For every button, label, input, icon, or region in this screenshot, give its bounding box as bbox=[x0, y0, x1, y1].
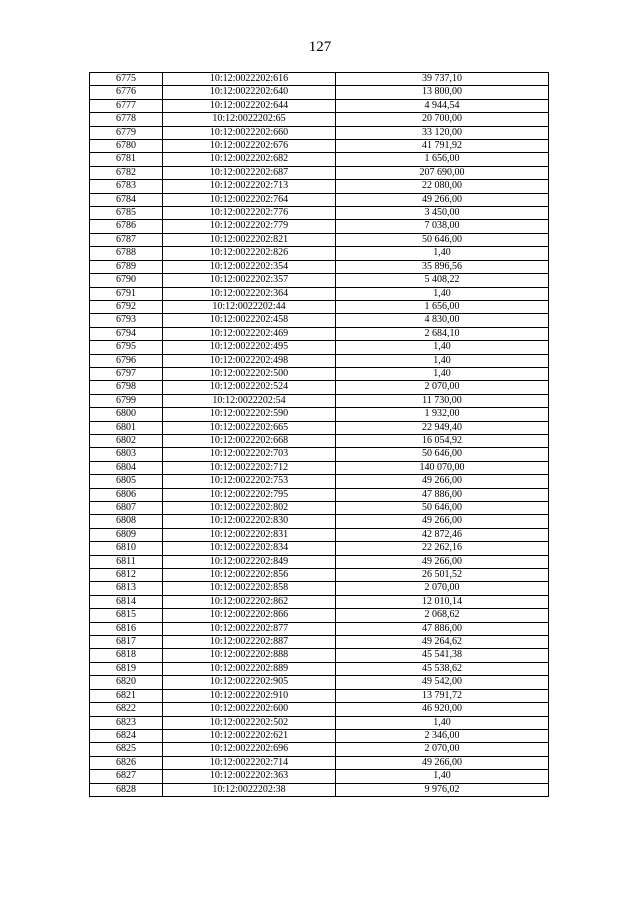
cadastral-number-cell: 10:12:0022202:621 bbox=[163, 729, 336, 742]
cadastral-number-cell: 10:12:0022202:887 bbox=[163, 636, 336, 649]
cadastral-number-cell: 10:12:0022202:764 bbox=[163, 193, 336, 206]
amount-cell: 140 070,00 bbox=[336, 461, 549, 474]
cadastral-number-cell: 10:12:0022202:687 bbox=[163, 166, 336, 179]
amount-cell: 49 266,00 bbox=[336, 475, 549, 488]
cadastral-number-cell: 10:12:0022202:354 bbox=[163, 260, 336, 273]
amount-cell: 49 266,00 bbox=[336, 756, 549, 769]
table-row bbox=[90, 421, 549, 434]
row-number-cell: 6785 bbox=[90, 207, 163, 220]
amount-cell: 45 541,38 bbox=[336, 649, 549, 662]
table-row bbox=[90, 394, 549, 407]
amount-cell: 22 080,00 bbox=[336, 180, 549, 193]
amount-cell: 1,40 bbox=[336, 287, 549, 300]
table-row bbox=[90, 126, 549, 139]
row-number-cell: 6810 bbox=[90, 542, 163, 555]
row-number-cell: 6811 bbox=[90, 555, 163, 568]
amount-cell: 50 646,00 bbox=[336, 448, 549, 461]
amount-cell: 45 538,62 bbox=[336, 662, 549, 675]
row-number-cell: 6784 bbox=[90, 193, 163, 206]
table-row bbox=[90, 207, 549, 220]
cadastral-number-cell: 10:12:0022202:500 bbox=[163, 367, 336, 380]
table-row bbox=[90, 582, 549, 595]
table-row bbox=[90, 153, 549, 166]
row-number-cell: 6814 bbox=[90, 595, 163, 608]
table-row bbox=[90, 113, 549, 126]
amount-cell: 2 068,62 bbox=[336, 609, 549, 622]
table-row bbox=[90, 220, 549, 233]
table-row bbox=[90, 448, 549, 461]
table-row bbox=[90, 193, 549, 206]
cadastral-number-cell: 10:12:0022202:779 bbox=[163, 220, 336, 233]
cadastral-number-cell: 10:12:0022202:905 bbox=[163, 676, 336, 689]
table-row bbox=[90, 729, 549, 742]
cadastral-number-cell: 10:12:0022202:65 bbox=[163, 113, 336, 126]
row-number-cell: 6782 bbox=[90, 166, 163, 179]
cadastral-number-cell: 10:12:0022202:502 bbox=[163, 716, 336, 729]
row-number-cell: 6825 bbox=[90, 743, 163, 756]
amount-cell: 20 700,00 bbox=[336, 113, 549, 126]
row-number-cell: 6801 bbox=[90, 421, 163, 434]
table-row bbox=[90, 502, 549, 515]
amount-cell: 46 920,00 bbox=[336, 703, 549, 716]
cadastral-number-cell: 10:12:0022202:363 bbox=[163, 770, 336, 783]
cadastral-number-cell: 10:12:0022202:888 bbox=[163, 649, 336, 662]
row-number-cell: 6780 bbox=[90, 140, 163, 153]
cadastral-number-cell: 10:12:0022202:703 bbox=[163, 448, 336, 461]
cadastral-number-cell: 10:12:0022202:714 bbox=[163, 756, 336, 769]
amount-cell: 2 070,00 bbox=[336, 582, 549, 595]
amount-cell: 22 262,16 bbox=[336, 542, 549, 555]
table-row bbox=[90, 783, 549, 796]
table-row bbox=[90, 287, 549, 300]
amount-cell: 12 010,14 bbox=[336, 595, 549, 608]
cadastral-number-cell: 10:12:0022202:364 bbox=[163, 287, 336, 300]
amount-cell: 1 932,00 bbox=[336, 408, 549, 421]
cadastral-number-cell: 10:12:0022202:668 bbox=[163, 434, 336, 447]
table-row bbox=[90, 86, 549, 99]
table-row bbox=[90, 636, 549, 649]
amount-cell: 4 830,00 bbox=[336, 314, 549, 327]
table-row bbox=[90, 274, 549, 287]
row-number-cell: 6822 bbox=[90, 703, 163, 716]
row-number-cell: 6798 bbox=[90, 381, 163, 394]
row-number-cell: 6824 bbox=[90, 729, 163, 742]
table-row bbox=[90, 609, 549, 622]
cadastral-number-cell: 10:12:0022202:877 bbox=[163, 622, 336, 635]
amount-cell: 47 886,00 bbox=[336, 488, 549, 501]
table-row bbox=[90, 676, 549, 689]
table-row bbox=[90, 703, 549, 716]
row-number-cell: 6777 bbox=[90, 99, 163, 112]
cadastral-number-cell: 10:12:0022202:696 bbox=[163, 743, 336, 756]
amount-cell: 50 646,00 bbox=[336, 233, 549, 246]
cadastral-number-cell: 10:12:0022202:357 bbox=[163, 274, 336, 287]
amount-cell: 49 264,62 bbox=[336, 636, 549, 649]
table-row bbox=[90, 622, 549, 635]
cadastral-number-cell: 10:12:0022202:458 bbox=[163, 314, 336, 327]
row-number-cell: 6779 bbox=[90, 126, 163, 139]
row-number-cell: 6793 bbox=[90, 314, 163, 327]
amount-cell: 39 737,10 bbox=[336, 73, 549, 86]
table-row bbox=[90, 247, 549, 260]
amount-cell: 3 450,00 bbox=[336, 207, 549, 220]
amount-cell: 9 976,02 bbox=[336, 783, 549, 796]
cadastral-number-cell: 10:12:0022202:590 bbox=[163, 408, 336, 421]
cadastral-number-cell: 10:12:0022202:713 bbox=[163, 180, 336, 193]
cadastral-number-cell: 10:12:0022202:676 bbox=[163, 140, 336, 153]
amount-cell: 2 070,00 bbox=[336, 381, 549, 394]
row-number-cell: 6819 bbox=[90, 662, 163, 675]
amount-cell: 13 800,00 bbox=[336, 86, 549, 99]
row-number-cell: 6818 bbox=[90, 649, 163, 662]
table-row bbox=[90, 354, 549, 367]
amount-cell: 207 690,00 bbox=[336, 166, 549, 179]
table-row bbox=[90, 542, 549, 555]
table-row bbox=[90, 770, 549, 783]
cadastral-number-cell: 10:12:0022202:889 bbox=[163, 662, 336, 675]
table-row bbox=[90, 140, 549, 153]
amount-cell: 1,40 bbox=[336, 716, 549, 729]
row-number-cell: 6799 bbox=[90, 394, 163, 407]
amount-cell: 41 791,92 bbox=[336, 140, 549, 153]
table-row bbox=[90, 99, 549, 112]
table-row bbox=[90, 569, 549, 582]
amount-cell: 1,40 bbox=[336, 770, 549, 783]
amount-cell: 33 120,00 bbox=[336, 126, 549, 139]
cadastral-number-cell: 10:12:0022202:682 bbox=[163, 153, 336, 166]
amount-cell: 13 791,72 bbox=[336, 689, 549, 702]
cadastral-number-cell: 10:12:0022202:858 bbox=[163, 582, 336, 595]
amount-cell: 42 872,46 bbox=[336, 528, 549, 541]
registry-table-body bbox=[90, 73, 549, 797]
table-row bbox=[90, 166, 549, 179]
row-number-cell: 6816 bbox=[90, 622, 163, 635]
cadastral-number-cell: 10:12:0022202:826 bbox=[163, 247, 336, 260]
amount-cell: 16 054,92 bbox=[336, 434, 549, 447]
amount-cell: 1,40 bbox=[336, 341, 549, 354]
cadastral-number-cell: 10:12:0022202:498 bbox=[163, 354, 336, 367]
table-row bbox=[90, 73, 549, 86]
cadastral-number-cell: 10:12:0022202:38 bbox=[163, 783, 336, 796]
cadastral-number-cell: 10:12:0022202:644 bbox=[163, 99, 336, 112]
amount-cell: 49 266,00 bbox=[336, 515, 549, 528]
cadastral-number-cell: 10:12:0022202:831 bbox=[163, 528, 336, 541]
row-number-cell: 6788 bbox=[90, 247, 163, 260]
table-row bbox=[90, 300, 549, 313]
registry-table bbox=[89, 72, 549, 797]
row-number-cell: 6828 bbox=[90, 783, 163, 796]
table-row bbox=[90, 475, 549, 488]
cadastral-number-cell: 10:12:0022202:849 bbox=[163, 555, 336, 568]
cadastral-number-cell: 10:12:0022202:834 bbox=[163, 542, 336, 555]
row-number-cell: 6826 bbox=[90, 756, 163, 769]
amount-cell: 35 896,56 bbox=[336, 260, 549, 273]
table-row bbox=[90, 528, 549, 541]
table-row bbox=[90, 662, 549, 675]
cadastral-number-cell: 10:12:0022202:910 bbox=[163, 689, 336, 702]
row-number-cell: 6796 bbox=[90, 354, 163, 367]
row-number-cell: 6803 bbox=[90, 448, 163, 461]
cadastral-number-cell: 10:12:0022202:866 bbox=[163, 609, 336, 622]
row-number-cell: 6807 bbox=[90, 502, 163, 515]
cadastral-number-cell: 10:12:0022202:795 bbox=[163, 488, 336, 501]
row-number-cell: 6806 bbox=[90, 488, 163, 501]
row-number-cell: 6812 bbox=[90, 569, 163, 582]
table-row bbox=[90, 555, 549, 568]
row-number-cell: 6795 bbox=[90, 341, 163, 354]
table-row bbox=[90, 649, 549, 662]
row-number-cell: 6804 bbox=[90, 461, 163, 474]
row-number-cell: 6797 bbox=[90, 367, 163, 380]
row-number-cell: 6808 bbox=[90, 515, 163, 528]
cadastral-number-cell: 10:12:0022202:712 bbox=[163, 461, 336, 474]
row-number-cell: 6815 bbox=[90, 609, 163, 622]
row-number-cell: 6790 bbox=[90, 274, 163, 287]
amount-cell: 49 266,00 bbox=[336, 555, 549, 568]
amount-cell: 1,40 bbox=[336, 247, 549, 260]
table-row bbox=[90, 341, 549, 354]
cadastral-number-cell: 10:12:0022202:856 bbox=[163, 569, 336, 582]
row-number-cell: 6786 bbox=[90, 220, 163, 233]
cadastral-number-cell: 10:12:0022202:660 bbox=[163, 126, 336, 139]
table-row bbox=[90, 461, 549, 474]
row-number-cell: 6821 bbox=[90, 689, 163, 702]
amount-cell: 1,40 bbox=[336, 367, 549, 380]
amount-cell: 49 266,00 bbox=[336, 193, 549, 206]
amount-cell: 22 949,40 bbox=[336, 421, 549, 434]
cadastral-number-cell: 10:12:0022202:469 bbox=[163, 327, 336, 340]
table-row bbox=[90, 756, 549, 769]
table-row bbox=[90, 689, 549, 702]
page-number: 127 bbox=[308, 39, 332, 55]
row-number-cell: 6817 bbox=[90, 636, 163, 649]
row-number-cell: 6787 bbox=[90, 233, 163, 246]
row-number-cell: 6809 bbox=[90, 528, 163, 541]
table-row bbox=[90, 314, 549, 327]
table-row bbox=[90, 595, 549, 608]
amount-cell: 1,40 bbox=[336, 354, 549, 367]
table-row bbox=[90, 367, 549, 380]
row-number-cell: 6820 bbox=[90, 676, 163, 689]
cadastral-number-cell: 10:12:0022202:753 bbox=[163, 475, 336, 488]
row-number-cell: 6802 bbox=[90, 434, 163, 447]
amount-cell: 26 501,52 bbox=[336, 569, 549, 582]
row-number-cell: 6775 bbox=[90, 73, 163, 86]
amount-cell: 7 038,00 bbox=[336, 220, 549, 233]
amount-cell: 5 408,22 bbox=[336, 274, 549, 287]
table-row bbox=[90, 434, 549, 447]
cadastral-number-cell: 10:12:0022202:616 bbox=[163, 73, 336, 86]
cadastral-number-cell: 10:12:0022202:600 bbox=[163, 703, 336, 716]
row-number-cell: 6800 bbox=[90, 408, 163, 421]
row-number-cell: 6813 bbox=[90, 582, 163, 595]
row-number-cell: 6827 bbox=[90, 770, 163, 783]
table-row bbox=[90, 408, 549, 421]
table-row bbox=[90, 180, 549, 193]
cadastral-number-cell: 10:12:0022202:44 bbox=[163, 300, 336, 313]
amount-cell: 49 542,00 bbox=[336, 676, 549, 689]
amount-cell: 2 346,00 bbox=[336, 729, 549, 742]
amount-cell: 47 886,00 bbox=[336, 622, 549, 635]
cadastral-number-cell: 10:12:0022202:524 bbox=[163, 381, 336, 394]
row-number-cell: 6781 bbox=[90, 153, 163, 166]
row-number-cell: 6823 bbox=[90, 716, 163, 729]
amount-cell: 1 656,00 bbox=[336, 153, 549, 166]
table-row bbox=[90, 233, 549, 246]
cadastral-number-cell: 10:12:0022202:640 bbox=[163, 86, 336, 99]
table-row bbox=[90, 515, 549, 528]
table-row bbox=[90, 327, 549, 340]
cadastral-number-cell: 10:12:0022202:665 bbox=[163, 421, 336, 434]
table-row bbox=[90, 743, 549, 756]
amount-cell: 2 684,10 bbox=[336, 327, 549, 340]
cadastral-number-cell: 10:12:0022202:862 bbox=[163, 595, 336, 608]
row-number-cell: 6791 bbox=[90, 287, 163, 300]
cadastral-number-cell: 10:12:0022202:830 bbox=[163, 515, 336, 528]
row-number-cell: 6794 bbox=[90, 327, 163, 340]
table-row bbox=[90, 260, 549, 273]
cadastral-number-cell: 10:12:0022202:776 bbox=[163, 207, 336, 220]
cadastral-number-cell: 10:12:0022202:495 bbox=[163, 341, 336, 354]
cadastral-number-cell: 10:12:0022202:54 bbox=[163, 394, 336, 407]
table-row bbox=[90, 381, 549, 394]
cadastral-number-cell: 10:12:0022202:821 bbox=[163, 233, 336, 246]
row-number-cell: 6783 bbox=[90, 180, 163, 193]
row-number-cell: 6778 bbox=[90, 113, 163, 126]
amount-cell: 4 944,54 bbox=[336, 99, 549, 112]
row-number-cell: 6805 bbox=[90, 475, 163, 488]
cadastral-number-cell: 10:12:0022202:802 bbox=[163, 502, 336, 515]
row-number-cell: 6776 bbox=[90, 86, 163, 99]
amount-cell: 1 656,00 bbox=[336, 300, 549, 313]
amount-cell: 11 730,00 bbox=[336, 394, 549, 407]
amount-cell: 2 070,00 bbox=[336, 743, 549, 756]
row-number-cell: 6789 bbox=[90, 260, 163, 273]
table-row bbox=[90, 716, 549, 729]
amount-cell: 50 646,00 bbox=[336, 502, 549, 515]
table-row bbox=[90, 488, 549, 501]
row-number-cell: 6792 bbox=[90, 300, 163, 313]
